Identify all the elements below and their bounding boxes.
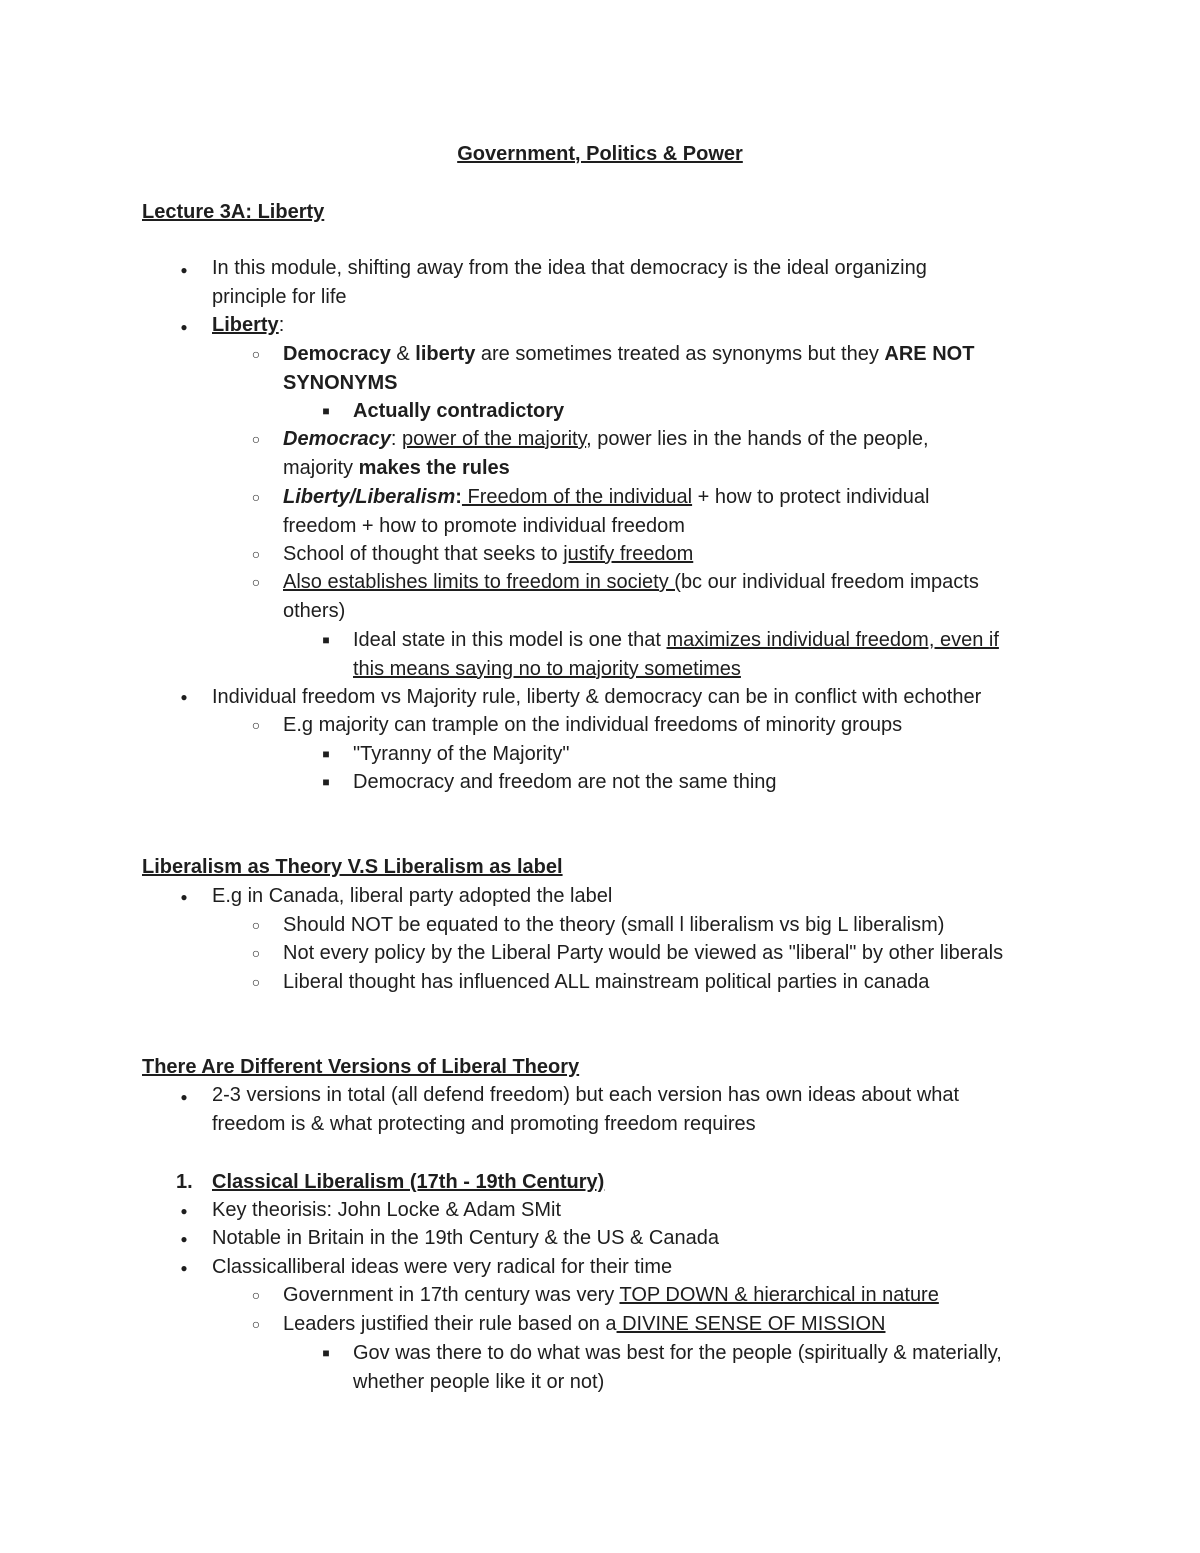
list-item: Individual freedom vs Majority rule, liberty & democracy can be in conflict with echother	[212, 686, 982, 708]
list-item: School of thought that seeks to justify freedom	[283, 543, 694, 565]
circle-bullet-icon: ○	[251, 546, 261, 562]
list-item: Also establishes limits to freedom in society (bc our individual freedom impacts others)	[283, 571, 979, 622]
circle-bullet-icon: ○	[251, 945, 261, 961]
bullet-icon: ●	[180, 1204, 188, 1218]
circle-bullet-icon: ○	[251, 1287, 261, 1303]
circle-bullet-icon: ○	[251, 1316, 261, 1332]
list-item: Notable in Britain in the 19th Century & the US & Canada	[212, 1227, 719, 1249]
list-number: 1.	[176, 1171, 193, 1193]
circle-bullet-icon: ○	[251, 346, 261, 362]
list-item: Classicalliberal ideas were very radical for their time	[212, 1256, 673, 1278]
square-bullet-icon: ■	[322, 633, 330, 647]
square-bullet-icon: ■	[322, 404, 330, 418]
lecture-heading: Lecture 3A: Liberty	[142, 201, 325, 223]
list-item: Key theorisis: John Locke & Adam SMit	[212, 1199, 562, 1221]
list-item: In this module, shifting away from the idea that democracy is the ideal organizing principle for life	[212, 257, 927, 308]
list-item: Leaders justified their rule based on a DIVINE SENSE OF MISSION	[283, 1313, 886, 1335]
list-item: Liberal thought has influenced ALL mainstream political parties in canada	[283, 971, 930, 993]
circle-bullet-icon: ○	[251, 431, 261, 447]
bullet-icon: ●	[180, 890, 188, 904]
list-item: 2-3 versions in total (all defend freedom) but each version has own ideas about what freedom is & what protecting and promoting freedom requires	[212, 1084, 960, 1135]
bullet-icon: ●	[180, 1232, 188, 1246]
list-item: Not every policy by the Liberal Party would be viewed as "liberal" by other liberals	[283, 942, 1004, 964]
section-heading-label: Liberalism as Theory V.S Liberalism as label	[142, 856, 563, 878]
list-item: Should NOT be equated to the theory (small l liberalism vs big L liberalism)	[283, 914, 945, 936]
list-item: E.g majority can trample on the individual freedoms of minority groups	[283, 714, 903, 736]
circle-bullet-icon: ○	[251, 717, 261, 733]
list-item: Democracy & liberty are sometimes treated as synonyms but they ARE NOT SYNONYMS	[283, 343, 975, 394]
bullet-icon: ●	[180, 1090, 188, 1104]
bullet-icon: ●	[180, 263, 188, 277]
circle-bullet-icon: ○	[251, 489, 261, 505]
square-bullet-icon: ■	[322, 775, 330, 789]
bullet-icon: ●	[180, 320, 188, 334]
list-item: Liberty:	[212, 314, 285, 336]
circle-bullet-icon: ○	[251, 917, 261, 933]
list-item: Ideal state in this model is one that maximizes individual freedom, even if this means saying no to majority sometimes	[353, 629, 999, 680]
list-item: Government in 17th century was very TOP DOWN & hierarchical in nature	[283, 1284, 939, 1306]
list-item: Democracy and freedom are not the same thing	[353, 771, 777, 793]
section-heading-versions: There Are Different Versions of Liberal Theory	[142, 1056, 580, 1078]
circle-bullet-icon: ○	[251, 574, 261, 590]
circle-bullet-icon: ○	[251, 974, 261, 990]
square-bullet-icon: ■	[322, 747, 330, 761]
bullet-icon: ●	[180, 690, 188, 704]
list-item: Gov was there to do what was best for the people (spiritually & materially, whether people like it or not)	[353, 1342, 1002, 1393]
square-bullet-icon: ■	[322, 1346, 330, 1360]
list-item: "Tyranny of the Majority"	[353, 743, 570, 765]
list-item: Liberty/Liberalism: Freedom of the individual + how to protect individual freedom + how to promote individual freedom	[283, 486, 930, 537]
page-title: Government, Politics & Power	[457, 143, 743, 165]
list-item: E.g in Canada, liberal party adopted the label	[212, 885, 613, 907]
bullet-icon: ●	[180, 1261, 188, 1275]
list-item: Actually contradictory	[353, 400, 565, 422]
list-item: Democracy: power of the majority, power lies in the hands of the people, majority makes the rules	[283, 428, 929, 479]
section-heading-classical: Classical Liberalism (17th - 19th Century)	[212, 1171, 605, 1193]
